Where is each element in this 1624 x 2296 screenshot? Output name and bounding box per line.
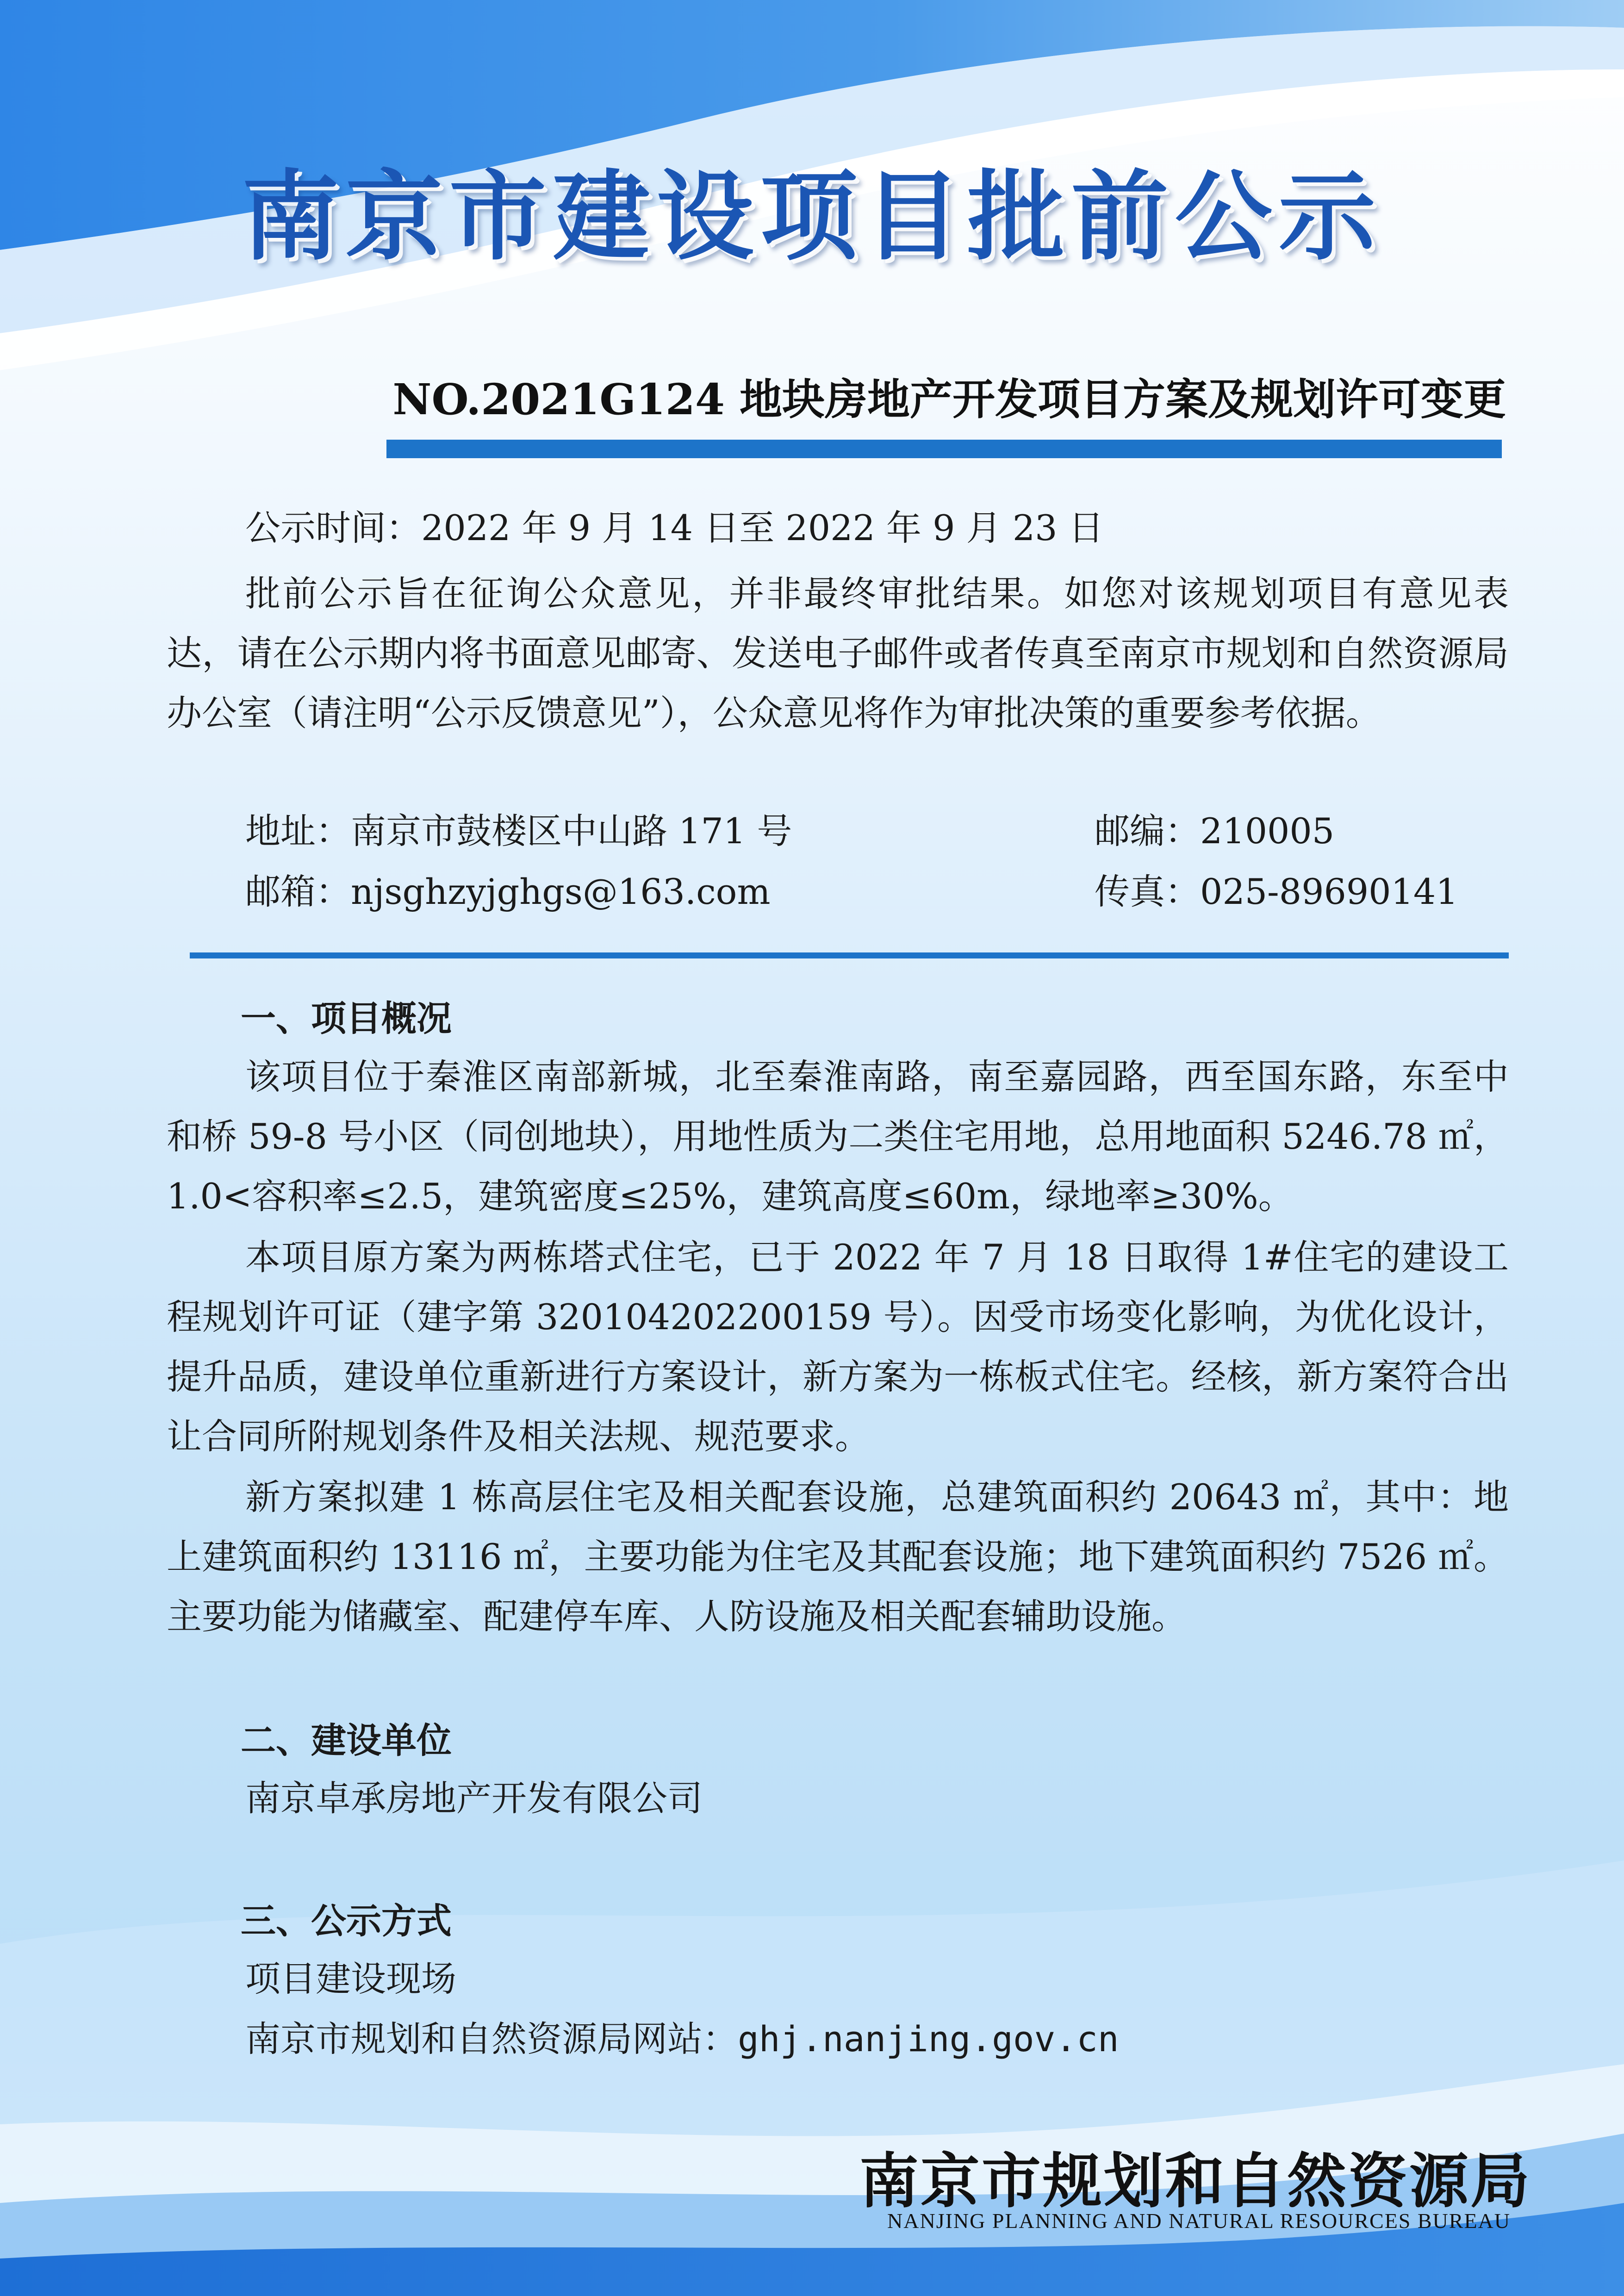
section-divider: [190, 952, 1509, 958]
bureau-name-en: NANJING PLANNING AND NATURAL RESOURCES BUREAU: [887, 2209, 1511, 2233]
bureau-name-cn: 南京市规划和自然资源局: [859, 2147, 1531, 2216]
contact-address: 地址：南京市鼓楼区中山路 171 号: [245, 810, 792, 852]
section-heading-overview: 一、项目概况: [241, 998, 452, 1039]
method-site: 项目建设现场: [245, 1958, 456, 1999]
project-subtitle: NO.2021G124 地块房地产开发项目方案及规划许可变更: [392, 374, 1506, 424]
contact-postcode: 邮编：210005: [1095, 810, 1335, 852]
page-title: 南京市建设项目批前公示: [242, 160, 1382, 274]
overview-history: 本项目原方案为两栋塔式住宅，已于 2022 年 7 月 18 日取得 1#住宅的建设工程规划许可证（建字第 320104202200159 号）。因受市场变化影响，为优化设计，提升品质，建设单位重新进行方案设计，新方案为一栋板式住宅。经核，新方案符合出让合同所附规划条件及相关法规、规范要求。: [167, 1237, 1509, 1457]
overview-new-scheme: 新方案拟建 1 栋高层住宅及相关配套设施，总建筑面积约 20643 ㎡，其中：地上建筑面积约 13116 ㎡，主要功能为住宅及其配套设施；地下建筑面积约 7526 ㎡。主要功能为储藏室、配建停车库、人防设施及相关配套辅助设施。: [167, 1476, 1509, 1637]
subtitle-underline: [386, 440, 1502, 458]
overview-location: 该项目位于秦淮区南部新城，北至秦淮南路，南至嘉园路，西至国东路，东至中和桥 59-8 号小区（同创地块），用地性质为二类住宅用地，总用地面积 5246.78 ㎡，1.0<容积率≤2.5，建筑密度≤25%，建筑高度≤60m，绿地率≥30%。: [167, 1056, 1509, 1217]
builder-name: 南京卓承房地产开发有限公司: [245, 1778, 703, 1819]
notice-intro: 批前公示旨在征询公众意见，并非最终审批结果。如您对该规划项目有意见表达，请在公示期内将书面意见邮寄、发送电子邮件或者传真至南京市规划和自然资源局办公室（请注明“公示反馈意见”），公众意见将作为审批决策的重要参考依据。: [167, 573, 1509, 734]
method-website: 南京市规划和自然资源局网站：ghj.nanjing.gov.cn: [245, 2018, 1119, 2060]
contact-fax: 传真：025-89690141: [1095, 871, 1458, 912]
section-heading-method: 三、公示方式: [241, 1900, 452, 1941]
contact-email: 邮箱：njsghzyjghgs@163.com: [245, 871, 771, 912]
notice-period: 公示时间：2022 年 9 月 14 日至 2022 年 9 月 23 日: [245, 507, 1104, 548]
section-heading-builder: 二、建设单位: [241, 1720, 452, 1761]
